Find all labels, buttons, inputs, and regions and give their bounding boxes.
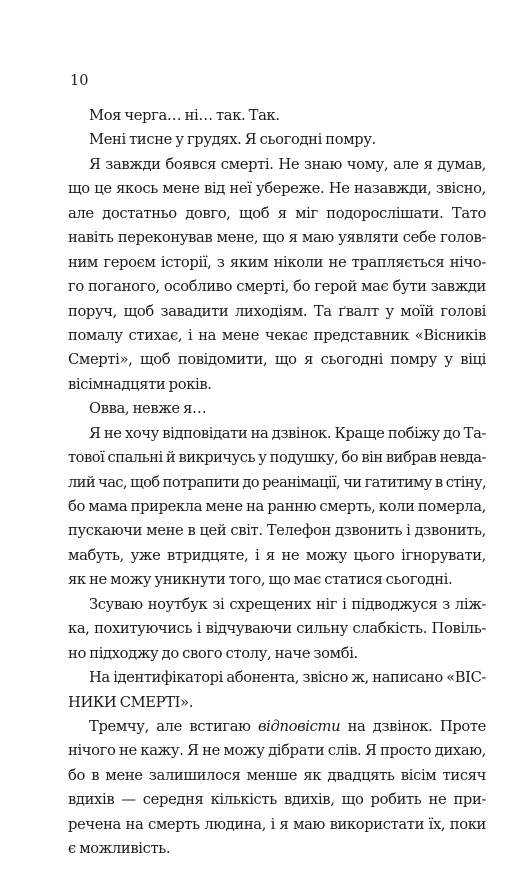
text-line: мабуть, уже втридцяте, і я не можу цього ігнорувати,: [68, 546, 486, 564]
text-line: є можливість.: [68, 840, 171, 858]
text-line: бо мама прирекла мене на ранню смерть, коли померла,: [68, 498, 486, 515]
text-line: навіть переконував мене, що я маю уявляти себе голов-: [68, 229, 486, 247]
text-line: вдихів — середня кількість вдихів, що робить не при-: [68, 791, 486, 809]
text-line: вісімнадцяти років.: [68, 375, 212, 393]
body-text: [68, 104, 486, 862]
text-line: Смерті», щоб повідомити, що я сьогодні помру у віці: [68, 351, 486, 369]
text-line: ка, похитуючись і відчуваючи сильну слабкість. Повіль-: [68, 620, 486, 638]
text-line: [68, 715, 486, 739]
text-segment: Тремчу, але встигаю: [89, 717, 258, 735]
text-line: лий час, щоб потрапити до реанімації, чи гатитиму в стіну,: [68, 473, 486, 491]
text-line: Я завжди боявся смерті. Не знаю чому, але я думав,: [89, 155, 486, 173]
text-line: На ідентифікаторі абонента, звісно ж, написано «ВІС-: [89, 669, 486, 687]
text-segment: на дзвінок. Проте: [340, 717, 486, 735]
text-line: тової спальні й викричусь у подушку, бо він вибрав невда-: [68, 449, 486, 467]
text-line: пускаючи мене в цей світ. Телефон дзвонить і дзвонить,: [68, 522, 486, 540]
text-line: поруч, щоб завадити лиходіям. Та ґвалт у моїй голові: [68, 302, 486, 320]
text-line: нічого не кажу. Я не можу дібрати слів. Я просто дихаю,: [68, 742, 486, 760]
text-line: помалу стихає, і на мене чекає представник «Вісників: [68, 326, 486, 344]
text-line: Мені тисне у грудях. Я сьогодні помру.: [89, 131, 376, 149]
text-line: Зсуваю ноутбук зі схрещених ніг і підводжуся з ліж-: [89, 595, 486, 613]
text-line: але достатньо довго, щоб я міг подорослішати. Тато: [68, 204, 486, 222]
text-line: Я не хочу відповідати на дзвінок. Краще побіжу до Та-: [89, 424, 486, 442]
text-line: НИКИ СМЕРТІ».: [68, 693, 194, 711]
emphasized-word: відповісти: [257, 717, 341, 735]
text-line: Моя черга… ні… так. Так.: [89, 107, 280, 124]
page-number: 10: [70, 73, 89, 89]
text-line: Овва, невже я…: [89, 400, 207, 418]
text-line: но підходжу до свого столу, наче зомбі.: [68, 644, 358, 662]
text-line: го поганого, особливо смерті, бо герой має бути завжди: [68, 278, 486, 296]
text-line: як не можу уникнути того, що має статися сьогодні.: [68, 571, 453, 589]
text-line: що це якось мене від неї убереже. Не назавжди, звісно,: [68, 180, 486, 198]
text-line: бо в мене залишилося менше як двадцять вісім тисяч: [68, 766, 486, 784]
text-line: ним героєм історії, з яким ніколи не трапляється нічо-: [68, 253, 486, 271]
text-line: речена на смерть людина, і я маю використати їх, поки: [68, 815, 486, 833]
